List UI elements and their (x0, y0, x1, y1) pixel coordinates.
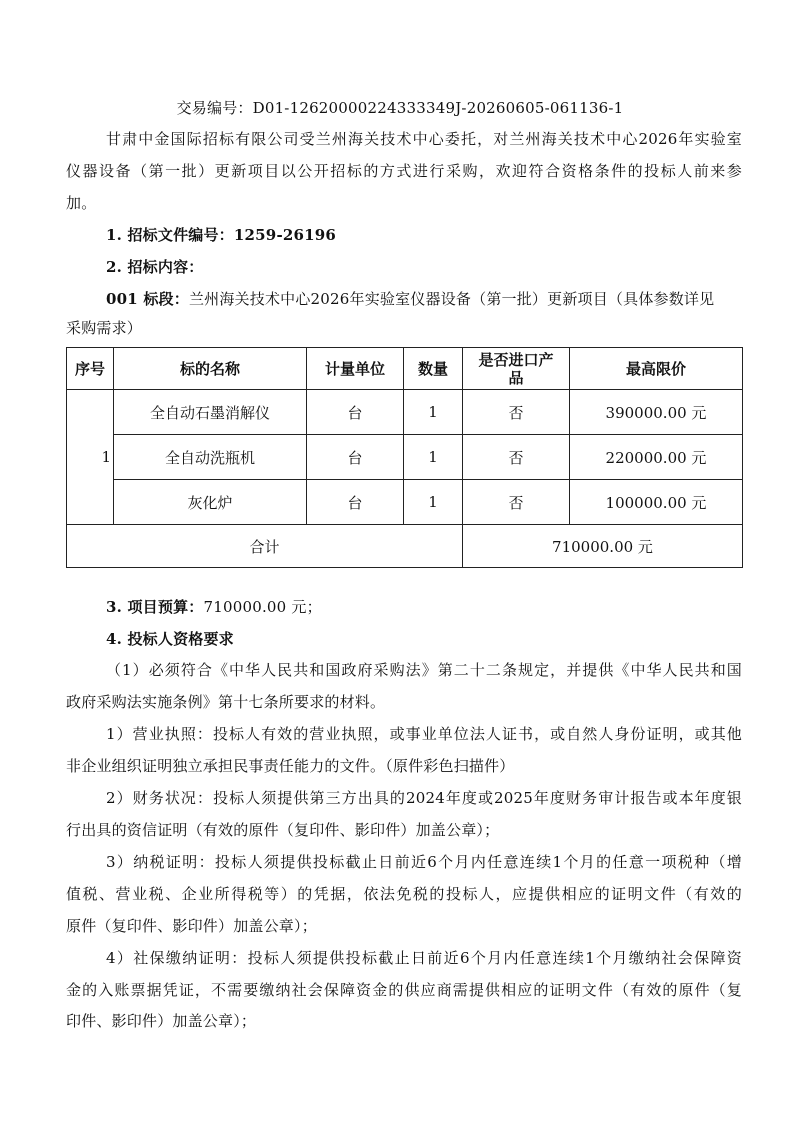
price-cell: 100000.00 元 (570, 480, 743, 525)
transaction-number: 交易编号：D01-12620000224333349J-20260605-061136-1 (176, 99, 624, 117)
lot-line-2: 采购需求） (66, 319, 143, 337)
qual-p1-line-2: 政府采购法实施条例》第十七条所要求的材料。 (66, 693, 386, 711)
qual-item3-line-3: 原件（复印件、影印件）加盖公章）； (66, 917, 317, 935)
price-cell: 220000.00 元 (570, 435, 743, 480)
total-value-cell: 710000.00 元 (463, 525, 743, 568)
table-header-row (67, 348, 743, 390)
price-cell: 390000.00 元 (570, 390, 743, 435)
table-row (67, 435, 743, 480)
header-seq: 序号 (67, 348, 114, 390)
section-tender-doc-no (106, 225, 782, 245)
section-qualifications: 4. 投标人资格要求 (106, 630, 234, 648)
intro-line-1: 甘肃中金国际招标有限公司受兰州海关技术中心委托，对兰州海关技术中心2026年实验室 (106, 130, 742, 148)
header-item-name: 标的名称 (114, 348, 307, 390)
qual-item3-line-1: 3）纳税证明：投标人须提供投标截止日前近6个月内任意连续1个月的任意一项税种（增 (106, 853, 742, 871)
intro-line-2: 仪器设备（第一批）更新项目以公开招标的方式进行采购，欢迎符合资格条件的投标人前来参 (66, 162, 742, 180)
header-unit: 计量单位 (307, 348, 404, 390)
item-name-cell: 灰化炉 (114, 480, 307, 525)
qual-item4-line-2: 金的入账票据凭证，不需要缴纳社会保障资金的供应商需提供相应的证明文件（有效的原件（复 (66, 981, 742, 999)
section-budget (106, 597, 782, 617)
lot-line-1 (106, 289, 782, 309)
unit-cell: 台 (307, 390, 404, 435)
bid-items-table (66, 347, 743, 568)
quantity-cell: 1 (404, 435, 463, 480)
imported-cell: 否 (463, 390, 570, 435)
quantity-cell: 1 (404, 480, 463, 525)
lot-description: 兰州海关技术中心2026年实验室仪器设备（第一批）更新项目（具体参数详见 (188, 290, 715, 308)
qual-item4-line-3: 印件、影印件）加盖公章）； (66, 1012, 257, 1030)
table-row (67, 480, 743, 525)
lot-label: 001 标段： (106, 290, 189, 308)
group-seq-cell: 1 (67, 390, 114, 525)
qual-item2-line-2: 行出具的资信证明（有效的原件（复印件、影印件）加盖公章）； (66, 821, 500, 839)
qual-item2-line-1: 2）财务状况：投标人须提供第三方出具的2024年度或2025年度财务审计报告或本年度银 (106, 789, 742, 807)
item-name-cell: 全自动洗瓶机 (114, 435, 307, 480)
qual-item4-line-1: 4）社保缴纳证明：投标人须提供投标截止日前近6个月内任意连续1个月缴纳社会保障资 (106, 949, 742, 967)
unit-cell: 台 (307, 480, 404, 525)
total-label-cell: 合计 (67, 525, 463, 568)
header-quantity: 数量 (404, 348, 463, 390)
budget-value: 710000.00 元； (203, 598, 322, 616)
item-name-cell: 全自动石墨消解仪 (114, 390, 307, 435)
header-imported: 是否进口产品 (463, 348, 570, 390)
imported-cell: 否 (463, 435, 570, 480)
tender-doc-no-label: 1. 招标文件编号： (106, 226, 234, 244)
qual-item3-line-2: 值税、营业税、企业所得税等）的凭据，依法免税的投标人，应提供相应的证明文件（有效的 (66, 885, 742, 903)
table-row (67, 390, 743, 435)
imported-cell: 否 (463, 480, 570, 525)
tender-doc-no-value: 1259-26196 (233, 226, 337, 244)
section-tender-content: 2. 招标内容： (106, 258, 204, 276)
table-total-row (67, 525, 743, 568)
qual-item1-line-2: 非企业组织证明独立承担民事责任能力的文件。（原件彩色扫描件） (66, 757, 515, 775)
budget-label: 3. 项目预算： (106, 598, 204, 616)
qual-p1-line-1: （1）必须符合《中华人民共和国政府采购法》第二十二条规定，并提供《中华人民共和国 (106, 661, 742, 679)
intro-line-3: 加。 (66, 194, 97, 212)
unit-cell: 台 (307, 435, 404, 480)
quantity-cell: 1 (404, 390, 463, 435)
qual-item1-line-1: 1）营业执照：投标人有效的营业执照，或事业单位法人证书，或自然人身份证明，或其他 (106, 725, 742, 743)
header-max-price: 最高限价 (570, 348, 743, 390)
